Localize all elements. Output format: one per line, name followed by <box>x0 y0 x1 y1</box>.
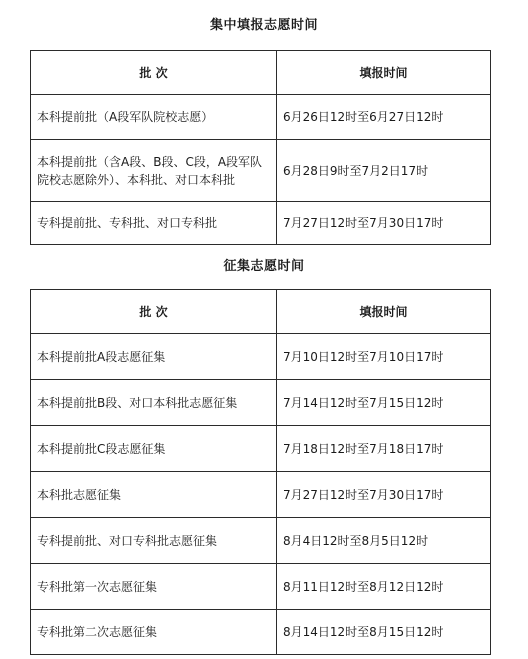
section-title-solicitation: 征集志愿时间 <box>223 259 305 274</box>
table-row <box>31 518 491 564</box>
time-cell: 7月18日12时至7月18日17时 <box>277 426 491 472</box>
centralized-schedule-table <box>30 50 491 245</box>
batch-cell: 专科提前批、专科批、对口专科批 <box>31 202 277 245</box>
table-row <box>31 472 491 518</box>
header-time: 填报时间 <box>277 290 491 334</box>
time-cell: 6月26日12时至6月27日12时 <box>277 95 491 140</box>
table-header-row <box>31 51 491 95</box>
time-cell: 7月27日12时至7月30日17时 <box>277 202 491 245</box>
batch-cell: 本科提前批（含A段、B段、C段，A段军队院校志愿除外）、本科批、对口本科批 <box>31 140 277 202</box>
time-cell: 8月14日12时至8月15日12时 <box>277 610 491 655</box>
batch-cell: 本科提前批A段志愿征集 <box>31 334 277 380</box>
batch-cell: 专科提前批、对口专科批志愿征集 <box>31 518 277 564</box>
time-cell: 6月28日9时至7月2日17时 <box>277 140 491 202</box>
time-cell: 7月14日12时至7月15日12时 <box>277 380 491 426</box>
batch-cell: 本科提前批（A段军队院校志愿） <box>31 95 277 140</box>
header-batch: 批 次 <box>31 290 277 334</box>
section-title-centralized: 集中填报志愿时间 <box>209 18 318 33</box>
time-cell: 8月11日12时至8月12日12时 <box>277 564 491 610</box>
header-time: 填报时间 <box>277 51 491 95</box>
batch-cell: 本科提前批B段、对口本科批志愿征集 <box>31 380 277 426</box>
batch-cell: 本科批志愿征集 <box>31 472 277 518</box>
header-batch: 批 次 <box>31 51 277 95</box>
table-row <box>31 380 491 426</box>
table-row <box>31 334 491 380</box>
solicitation-schedule-table <box>30 289 491 655</box>
table-row <box>31 202 491 245</box>
time-cell: 8月4日12时至8月5日12时 <box>277 518 491 564</box>
table-header-row <box>31 290 491 334</box>
table-row <box>31 140 491 202</box>
table-row <box>31 564 491 610</box>
batch-cell: 专科批第一次志愿征集 <box>31 564 277 610</box>
table-row <box>31 95 491 140</box>
batch-cell: 本科提前批C段志愿征集 <box>31 426 277 472</box>
time-cell: 7月27日12时至7月30日17时 <box>277 472 491 518</box>
time-cell: 7月10日12时至7月10日17时 <box>277 334 491 380</box>
table-row <box>31 426 491 472</box>
table-row <box>31 610 491 655</box>
batch-cell: 专科批第二次志愿征集 <box>31 610 277 655</box>
